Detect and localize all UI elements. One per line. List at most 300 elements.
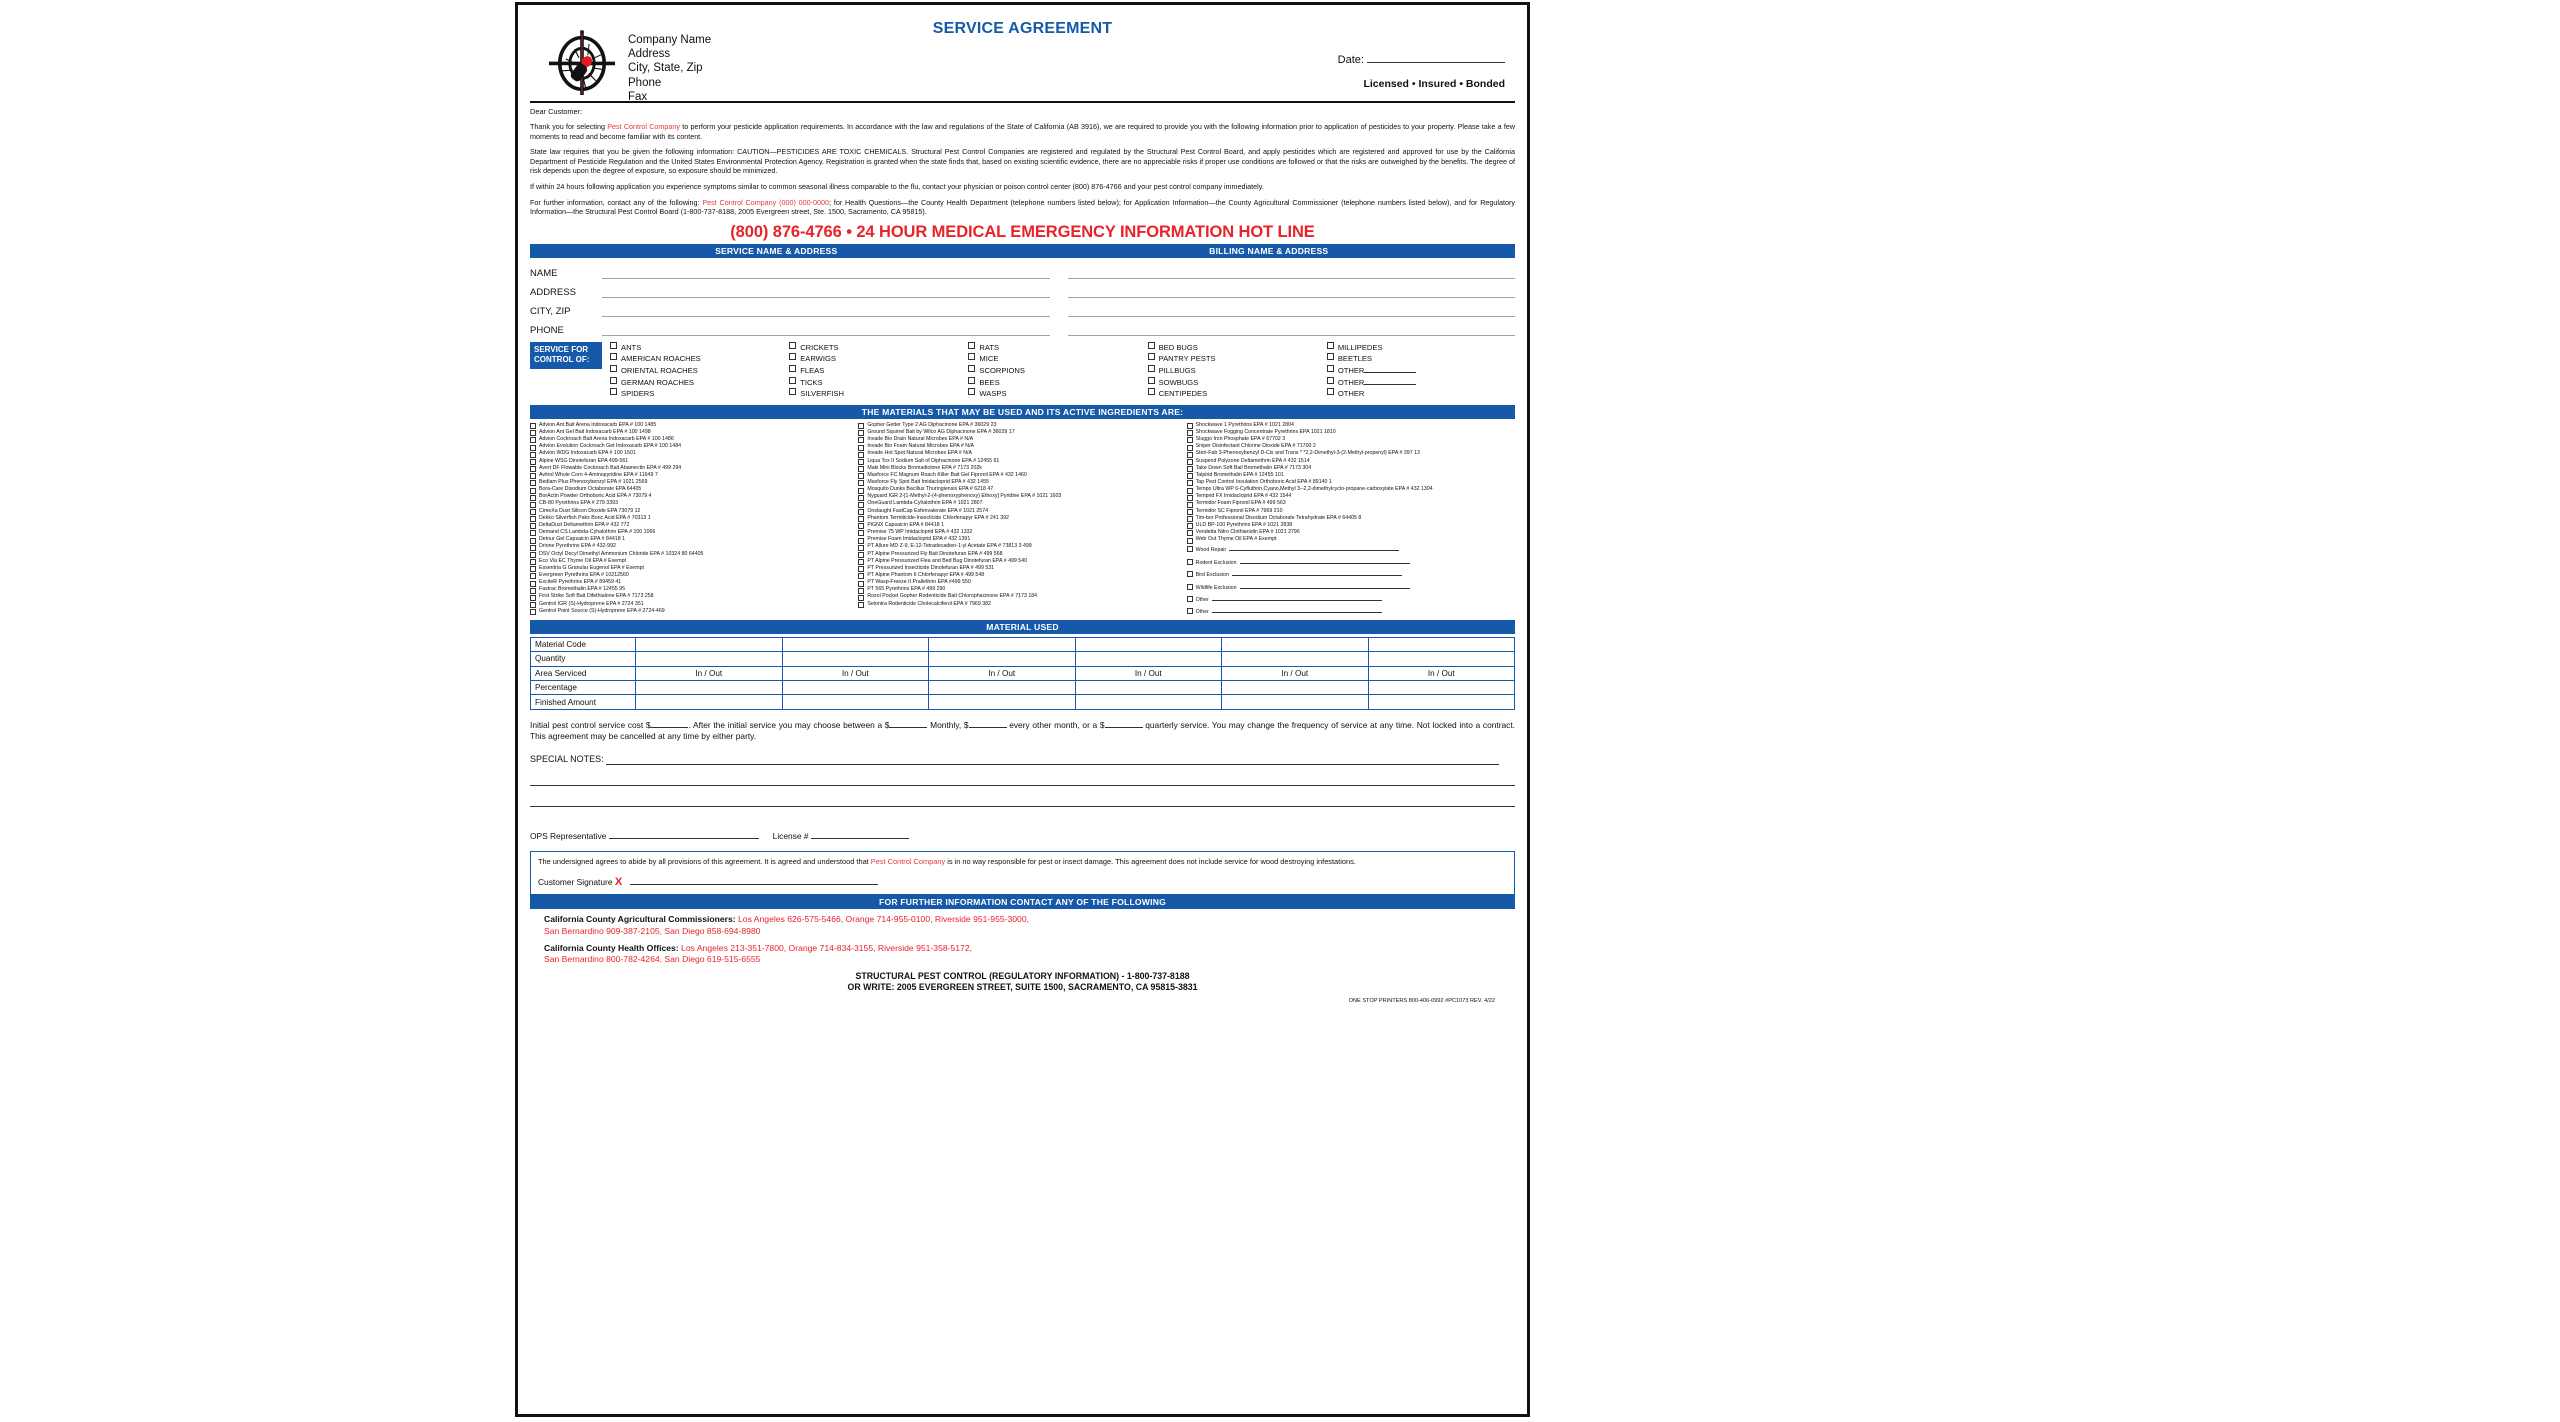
material-checkbox-item[interactable]	[530, 508, 851, 515]
material-used-cell[interactable]	[1075, 680, 1222, 694]
pest-checkbox-item[interactable]	[968, 353, 1147, 365]
material-checkbox-item[interactable]	[858, 422, 1179, 429]
material-checkbox-item[interactable]	[1187, 500, 1508, 507]
material-used-cell[interactable]	[929, 637, 1076, 651]
regulatory-info-block	[544, 971, 1501, 994]
checkbox-icon[interactable]	[1148, 388, 1155, 395]
paragraph-intro	[530, 122, 1515, 141]
company-city-state-zip: City, State, Zip	[628, 62, 703, 75]
pest-checkbox-item[interactable]	[1148, 388, 1327, 400]
pest-label: EARWIGS	[800, 354, 836, 364]
checkbox-icon[interactable]	[789, 388, 796, 395]
pest-checkbox-item[interactable]	[1327, 377, 1515, 389]
material-label: Suspend Polyzone Deltamethrin EPA # 432 1514	[1195, 457, 1310, 464]
material-label: Gopher Getter Type 2 AG Diphacinone EPA # 36029 23	[867, 421, 997, 428]
material-checkbox-item[interactable]	[858, 601, 1179, 608]
material-used-row-label: Quantity	[531, 652, 636, 666]
bimonthly-cost-input[interactable]	[969, 719, 1007, 728]
pest-label: MICE	[979, 354, 999, 364]
material-write-in-input[interactable]	[1240, 556, 1410, 564]
material-checkbox-item[interactable]	[530, 593, 851, 600]
material-checkbox-item[interactable]	[530, 472, 851, 479]
material-label: PT 565 Pyrethrins EPA # 499 290	[867, 586, 946, 593]
material-checkbox-item[interactable]	[858, 536, 1179, 543]
material-label: Advion Cockroach Bait Arena Indoxacarb EPA # 100 1486	[539, 436, 674, 443]
material-write-in-label: Rodent Exclusion	[1195, 559, 1237, 566]
material-checkbox-item[interactable]	[530, 608, 851, 615]
checkbox-icon[interactable]	[1148, 377, 1155, 384]
material-checkbox-item[interactable]	[858, 465, 1179, 472]
material-used-cell[interactable]	[1222, 680, 1369, 694]
field-row-phone	[530, 317, 1515, 336]
material-label: Selontra Rodenticide Cholecalciferol EPA # 7969 382	[867, 600, 991, 607]
billing-name-address-header: BILLING NAME & ADDRESS	[1209, 245, 1329, 256]
material-checkbox-item[interactable]	[530, 558, 851, 565]
p4-pre: For further information, contact any of the following:	[530, 197, 703, 207]
material-checkbox-item[interactable]	[858, 579, 1179, 586]
health-offices-row	[544, 943, 1501, 966]
material-used-cell[interactable]	[1075, 695, 1222, 709]
material-checkbox-item[interactable]	[530, 450, 851, 457]
material-write-in-label: Bird Exclusion	[1195, 572, 1229, 579]
pricing-t1: Initial pest control service cost $	[530, 719, 651, 730]
licensed-insured-bonded: Licensed • Insured • Bonded	[1363, 78, 1505, 90]
material-write-in-input[interactable]	[1229, 543, 1399, 551]
pest-checkbox-item[interactable]	[789, 365, 968, 377]
material-checkbox-item[interactable]	[530, 493, 851, 500]
paragraph-state-law: State law requires that you be given the following information: CAUTION—PESTICIDES ARE TOXIC CHEMICALS. Structural Pest Control Companies are registered and regulated by the Structural Pest Control Board, and apply pesticides which are registered and approved for use by the California Department of Pesticide Regulation and the United States Environmental Protection Agency. Registration is granted when the state finds that, based on existing scientific evidence, there are no appreciable risks if proper use conditions are followed or that the risks are outweighed by the benefits. The degree of risk depends upon the degree of exposure, so exposure should be minimized.	[530, 147, 1515, 176]
pest-label: PANTRY PESTS	[1158, 354, 1216, 364]
customer-signature-label: Customer Signature	[538, 877, 613, 888]
pest-label: ANTS	[621, 342, 642, 352]
pest-checkbox-item[interactable]	[1327, 365, 1515, 377]
license-input[interactable]	[811, 829, 909, 839]
material-label: Invade Hot Spot Natural Microbes EPA # N/A	[867, 450, 972, 457]
material-used-row-label: Area Serviced	[531, 666, 636, 680]
pest-label: OTHER	[1337, 389, 1365, 399]
pest-checkbox-item[interactable]	[1148, 342, 1327, 354]
material-checkbox-item[interactable]	[530, 536, 851, 543]
material-label: Avitrol Whole Corn 4-Aminopyridine EPA # 11649 7	[539, 471, 658, 478]
material-checkbox-item[interactable]	[1187, 422, 1508, 429]
material-checkbox-item[interactable]	[1187, 522, 1508, 529]
special-notes-label: SPECIAL NOTES:	[530, 753, 604, 764]
material-used-cell[interactable]	[636, 637, 783, 651]
material-label: Advion Ant Gel Bait Indoxacarb EPA # 100 1498	[539, 428, 651, 435]
material-checkbox-item[interactable]	[530, 479, 851, 486]
pest-checkbox-item[interactable]	[968, 342, 1147, 354]
pest-label: SCORPIONS	[979, 365, 1025, 375]
checkbox-icon[interactable]	[1327, 353, 1334, 360]
material-label: BorActin Powder Orthoboric Acid EPA # 73079 4	[539, 493, 652, 500]
other-pest-input[interactable]	[1364, 377, 1416, 385]
material-write-in-input[interactable]	[1232, 568, 1402, 576]
checkbox-icon[interactable]	[610, 377, 617, 384]
service-name-input[interactable]	[602, 266, 1050, 279]
date-input-line[interactable]	[1367, 51, 1505, 63]
material-checkbox-item[interactable]	[858, 500, 1179, 507]
material-used-row	[531, 637, 1515, 651]
material-checkbox-item[interactable]	[530, 500, 851, 507]
other-pest-input[interactable]	[1364, 365, 1416, 373]
area-serviced-in-out-cell[interactable]: In / Out	[1368, 666, 1515, 680]
material-checkbox-item[interactable]	[858, 479, 1179, 486]
material-checkbox-item[interactable]	[1187, 436, 1508, 443]
pest-label: BEES	[979, 377, 1000, 387]
material-label: Liqua Tox II Sodium Salt of Diphacinone EPA # 12455 61	[867, 457, 1000, 464]
checkbox-icon[interactable]	[1327, 342, 1334, 349]
checkbox-icon[interactable]	[610, 388, 617, 395]
checkbox-icon[interactable]	[1187, 571, 1193, 577]
material-used-cell[interactable]	[782, 637, 929, 651]
material-used-cell[interactable]	[1368, 695, 1515, 709]
pest-checkbox-item[interactable]	[1148, 353, 1327, 365]
material-checkbox-item[interactable]	[530, 586, 851, 593]
material-checkbox-item[interactable]	[858, 450, 1179, 457]
material-label: Web Out Thyme Oil EPA # Exempt	[1195, 536, 1277, 543]
material-checkbox-item[interactable]	[530, 515, 851, 522]
health-offices-label: California County Health Offices:	[544, 942, 679, 953]
material-checkbox-item[interactable]	[530, 543, 851, 550]
service-for-control-section	[530, 342, 1515, 400]
material-write-in-row[interactable]	[1187, 568, 1508, 580]
material-label: Bora-Care Disodium Octaborate EPA 64405	[539, 486, 642, 493]
checkbox-icon[interactable]	[1327, 388, 1334, 395]
material-checkbox-item[interactable]	[530, 579, 851, 586]
checkbox-icon[interactable]	[1148, 353, 1155, 360]
material-label: Phantom Termiticide-Insecticide Chlorfenapyr EPA # 241 392	[867, 514, 1009, 521]
checkbox-icon[interactable]	[1187, 546, 1193, 552]
material-checkbox-item[interactable]	[530, 529, 851, 536]
material-checkbox-item[interactable]	[530, 551, 851, 558]
material-checkbox-item[interactable]	[858, 586, 1179, 593]
material-label: Gentrol Point Source (S)-Hydroprene EPA # 2724-469	[539, 607, 665, 614]
material-label: Dekko Silverfish Paks Boric Acid EPA # 70313 1	[539, 514, 651, 521]
checkbox-icon[interactable]	[968, 377, 975, 384]
field-row-address	[530, 279, 1515, 298]
pest-checkbox-columns	[602, 342, 1515, 400]
material-checkbox-item[interactable]	[1187, 465, 1508, 472]
checkbox-icon[interactable]	[968, 353, 975, 360]
material-used-cell[interactable]	[1222, 695, 1369, 709]
material-checkbox-item[interactable]	[530, 436, 851, 443]
material-label: Maki Mini Blocks Bromadiolone EPA # 7173 202k	[867, 464, 982, 471]
material-label: Advion Ant Bait Arena Indoxacarb EPA # 100 1485	[539, 421, 657, 428]
regulatory-line-2: OR WRITE: 2005 EVERGREEN STREET, SUITE 1500, SACRAMENTO, CA 95815-3831	[847, 982, 1198, 993]
material-checkbox-item[interactable]	[858, 508, 1179, 515]
material-label: Nyguard IGR 2-[1-Methyl-2-(4-phenoxyphenoxy) Ethoxy] Pyridine EPA # 1021 1603	[867, 493, 1062, 500]
billing-city-zip-input[interactable]	[1068, 304, 1516, 317]
checkbox-icon[interactable]	[1327, 377, 1334, 384]
material-checkbox-item[interactable]	[858, 551, 1179, 558]
special-notes-line-2[interactable]	[530, 769, 1515, 786]
material-checkbox-item[interactable]	[1187, 529, 1508, 536]
material-write-in-input[interactable]	[1212, 605, 1382, 613]
billing-phone-input[interactable]	[1068, 323, 1516, 336]
material-used-cell[interactable]	[1222, 652, 1369, 666]
checkbox-icon[interactable]	[530, 609, 536, 615]
material-label: Take Down Soft Bail Bromethalin EPA # 7173 304	[1195, 464, 1312, 471]
material-checkbox-item[interactable]	[858, 565, 1179, 572]
checkbox-icon[interactable]	[1148, 365, 1155, 372]
footer-contacts	[530, 909, 1515, 1004]
material-used-cell[interactable]	[1222, 637, 1369, 651]
label-city-zip: CITY, ZIP	[530, 305, 571, 317]
material-label: Onslaught FastCap Esfenvalerate EPA # 1021 2574	[867, 507, 989, 514]
special-notes-line-1[interactable]	[606, 752, 1499, 765]
material-checkbox-item[interactable]	[858, 543, 1179, 550]
material-checkbox-item[interactable]	[1187, 458, 1508, 465]
material-write-in-input[interactable]	[1240, 581, 1410, 589]
material-used-cell[interactable]	[929, 695, 1076, 709]
p4-company-phone: Pest Control Company (000) 000-0000	[702, 197, 830, 207]
service-phone-input[interactable]	[602, 323, 1050, 336]
checkbox-icon[interactable]	[1187, 608, 1193, 614]
material-used-cell[interactable]	[782, 652, 929, 666]
material-checkbox-item[interactable]	[1187, 443, 1508, 450]
special-notes-section	[530, 752, 1515, 807]
material-checkbox-item[interactable]	[858, 572, 1179, 579]
material-label: Demand CS Lambda-Cyhalothrin EPA # 100 1066	[539, 529, 656, 536]
pest-label: ORIENTAL ROACHES	[621, 365, 698, 375]
material-checkbox-item[interactable]	[530, 565, 851, 572]
pricing-t2: . After the initial service you may choose between a $	[688, 719, 890, 730]
material-checkbox-item[interactable]	[858, 493, 1179, 500]
material-checkbox-item[interactable]	[858, 515, 1179, 522]
company-fax: Fax	[628, 90, 648, 103]
material-checkbox-item[interactable]	[858, 558, 1179, 565]
material-label: Premise Foam Imidacloprid EPA # 432 1391	[867, 536, 971, 543]
material-write-in-input[interactable]	[1212, 593, 1382, 601]
paragraph-symptoms: If within 24 hours following application you experience symptoms similar to common seasonal illness comparable to the flu, contact your physician or poison control center (800) 876-4766 and your pest control company immediately.	[530, 181, 1264, 191]
pest-checkbox-item[interactable]	[1327, 353, 1515, 365]
p1-pre: Thank you for selecting	[530, 122, 608, 131]
material-label: Talpirid Bromethalin EPA # 12455 101	[1195, 471, 1284, 478]
area-serviced-in-out-cell[interactable]: In / Out	[929, 666, 1076, 680]
pest-checkbox-item[interactable]	[610, 353, 789, 365]
material-label: Bedlam Plus Phenoxybenzyl EPA # 1021 2569	[539, 478, 648, 485]
pest-checkbox-item[interactable]	[610, 377, 789, 389]
material-write-in-label: Wildlife Exclusion	[1195, 584, 1237, 591]
checkbox-icon[interactable]	[968, 388, 975, 395]
checkbox-icon[interactable]	[610, 365, 617, 372]
material-write-in-row[interactable]	[1187, 543, 1508, 555]
material-write-in-row[interactable]	[1187, 605, 1508, 617]
material-checkbox-item[interactable]	[530, 572, 851, 579]
material-checkbox-item[interactable]	[858, 529, 1179, 536]
material-checkbox-item[interactable]	[530, 601, 851, 608]
pest-checkbox-item[interactable]	[789, 353, 968, 365]
material-label: Drione Pyrethrins EPA # 432-992	[539, 543, 616, 550]
checkbox-icon[interactable]	[968, 342, 975, 349]
pest-label: OTHER	[1337, 365, 1365, 375]
material-label: ULD BP-100 Pyrethrins EPA # 1021 2838	[1195, 521, 1293, 528]
pest-checkbox-item[interactable]	[1327, 342, 1515, 354]
billing-name-input[interactable]	[1068, 266, 1516, 279]
material-checkbox-item[interactable]	[530, 429, 851, 436]
material-label: Termidor Foam Fipronil EPA # 499 563	[1195, 500, 1286, 507]
pest-checkbox-item[interactable]	[1148, 377, 1327, 389]
checkbox-icon[interactable]	[858, 602, 864, 608]
material-checkbox-item[interactable]	[1187, 472, 1508, 479]
pest-checkbox-item[interactable]	[610, 365, 789, 377]
billing-address-input[interactable]	[1068, 285, 1516, 298]
checkbox-icon[interactable]	[1187, 559, 1193, 565]
checkbox-icon[interactable]	[1187, 584, 1193, 590]
material-used-cell[interactable]	[1368, 637, 1515, 651]
pest-checkbox-item[interactable]	[1148, 365, 1327, 377]
date-field[interactable]	[1338, 51, 1505, 66]
material-checkbox-item[interactable]	[858, 458, 1179, 465]
material-write-in-label: Other	[1195, 597, 1209, 603]
tag-line-2: CONTROL OF:	[534, 355, 590, 365]
material-checkbox-item[interactable]	[1187, 486, 1508, 493]
pest-checkbox-item[interactable]	[610, 342, 789, 354]
material-checkbox-item[interactable]	[1187, 515, 1508, 522]
material-used-cell[interactable]	[636, 652, 783, 666]
material-used-cell[interactable]	[929, 652, 1076, 666]
material-checkbox-item[interactable]	[1187, 493, 1508, 500]
material-checkbox-item[interactable]	[530, 443, 851, 450]
material-checkbox-item[interactable]	[1187, 508, 1508, 515]
pest-checkbox-item[interactable]	[789, 388, 968, 400]
signature-x-mark: X	[614, 876, 623, 889]
material-label: PT Alpine Pressurized Flea and Bed Bug Dinotefuran EPA # 499 540	[867, 557, 1028, 564]
agreement-pre: The undersigned agrees to abide by all provisions of this agreement. It is agreed and understood that	[538, 856, 871, 866]
material-checkbox-item[interactable]	[1187, 479, 1508, 486]
label-address: ADDRESS	[530, 286, 576, 298]
material-used-cell[interactable]	[1368, 652, 1515, 666]
material-checkbox-item[interactable]	[1187, 536, 1508, 543]
material-label: Alpine WSG Dinotefuran EPA 499-561	[539, 457, 629, 464]
pest-checkbox-item[interactable]	[968, 388, 1147, 400]
service-name-address-header: SERVICE NAME & ADDRESS	[715, 245, 838, 256]
material-used-cell[interactable]	[636, 680, 783, 694]
material-checkbox-item[interactable]	[530, 458, 851, 465]
material-checkbox-item[interactable]	[858, 522, 1179, 529]
pest-checkbox-item[interactable]	[610, 388, 789, 400]
material-checkbox-item[interactable]	[858, 436, 1179, 443]
pest-label: MILLIPEDES	[1337, 342, 1383, 352]
service-city-zip-input[interactable]	[602, 304, 1050, 317]
agreement-text	[538, 857, 1507, 867]
material-used-header-bar: MATERIAL USED	[530, 620, 1515, 634]
salutation: Dear Customer:	[530, 107, 583, 116]
pest-label: FLEAS	[800, 365, 825, 375]
service-agreement-page	[515, 2, 1530, 1417]
checkbox-icon[interactable]	[789, 377, 796, 384]
material-checkbox-item[interactable]	[858, 593, 1179, 600]
material-label: Maxforce Fly Spot Bait Imidacloprid EPA # 432 1455	[867, 478, 989, 485]
company-address: Address	[628, 48, 671, 61]
material-label: OneGuard Lambda-Cyhalothrin EPA # 1021 2807	[867, 500, 983, 507]
ops-rep-input[interactable]	[609, 829, 759, 839]
area-serviced-in-out-cell[interactable]: In / Out	[782, 666, 929, 680]
area-serviced-in-out-cell[interactable]: In / Out	[636, 666, 783, 680]
pest-column-4	[1148, 342, 1327, 400]
field-row-name	[530, 260, 1515, 279]
regulatory-line-1: STRUCTURAL PEST CONTROL (REGULATORY INFORMATION) - 1-800-737-8188	[855, 970, 1190, 981]
material-label: Eco Via EC Thyme Oil EPA # Exempt	[539, 557, 626, 564]
pest-label: BEETLES	[1337, 354, 1372, 364]
material-label: PT Wasp-Freeze II Prallethrin EPA #499 550	[867, 579, 971, 586]
health-offices-line2: San Bernardino 800-782-4264, San Diego 619-515-6555	[544, 954, 761, 965]
ag-commissioners-line2: San Bernardino 909-387-2105, San Diego 858-694-8980	[544, 925, 761, 936]
material-write-in-row[interactable]	[1187, 593, 1508, 605]
quarterly-cost-input[interactable]	[1105, 719, 1143, 728]
agreement-post: is in no way responsible for pest or insect damage. This agreement does not include service for wood destroying infestations.	[945, 856, 1356, 866]
material-checkbox-item[interactable]	[858, 472, 1179, 479]
pest-label: AMERICAN ROACHES	[621, 354, 701, 364]
material-checkbox-item[interactable]	[530, 422, 851, 429]
checkbox-icon[interactable]	[1327, 365, 1334, 372]
material-label: Advion Evolution Cockroach Get Indoxacarb EPA # 100 1484	[539, 443, 682, 450]
material-write-in-row[interactable]	[1187, 556, 1508, 568]
special-notes-line-3[interactable]	[530, 790, 1515, 807]
ag-commissioners-row	[544, 914, 1501, 937]
material-label: Shockwave 1 Pyrethrins EPA # 1021 2804	[1195, 421, 1294, 428]
pest-checkbox-item[interactable]	[1327, 388, 1515, 400]
material-checkbox-item[interactable]	[858, 429, 1179, 436]
monthly-cost-input[interactable]	[889, 719, 927, 728]
material-used-cell[interactable]	[636, 695, 783, 709]
material-used-cell[interactable]	[1368, 680, 1515, 694]
checkbox-icon[interactable]	[610, 353, 617, 360]
service-address-input[interactable]	[602, 285, 1050, 298]
material-label: Essentria G Granular Eugenol EPA # Exempt	[539, 564, 644, 571]
emergency-hotline-banner: (800) 876-4766 • 24 HOUR MEDICAL EMERGENCY INFORMATION HOT LINE	[730, 222, 1315, 241]
checkbox-icon[interactable]	[1148, 342, 1155, 349]
material-used-cell[interactable]	[782, 680, 929, 694]
date-label: Date:	[1337, 54, 1364, 66]
area-serviced-in-out-cell[interactable]: In / Out	[1222, 666, 1369, 680]
pest-checkbox-item[interactable]	[789, 342, 968, 354]
material-write-in-row[interactable]	[1187, 581, 1508, 593]
checkbox-icon[interactable]	[1187, 596, 1193, 602]
material-checkbox-item[interactable]	[1187, 429, 1508, 436]
material-checkbox-item[interactable]	[530, 465, 851, 472]
material-used-cell[interactable]	[1075, 652, 1222, 666]
pest-label: CRICKETS	[800, 342, 839, 352]
customer-signature-input[interactable]	[630, 874, 878, 885]
health-offices-line1: Los Angeles 213-351-7800, Orange 714-834-3155, Riverside 951-358-5172,	[678, 942, 973, 953]
pest-checkbox-item[interactable]	[968, 377, 1147, 389]
area-serviced-in-out-cell[interactable]: In / Out	[1075, 666, 1222, 680]
material-checkbox-item[interactable]	[858, 486, 1179, 493]
pest-checkbox-item[interactable]	[968, 365, 1147, 377]
company-name: Company Name	[628, 34, 712, 46]
checkbox-icon[interactable]	[610, 342, 617, 349]
material-label: Ground Squirrel Bait by Wilco AG Diphacinone EPA # 36029 17	[867, 428, 1015, 435]
printer-credit: ONE STOP PRINTERS 800-406-0992 #PC1073 REV. 4/22	[1348, 997, 1495, 1004]
checkbox-icon[interactable]	[789, 342, 796, 349]
material-used-cell[interactable]	[782, 695, 929, 709]
checkbox-icon[interactable]	[968, 365, 975, 372]
material-checkbox-item[interactable]	[530, 522, 851, 529]
checkbox-icon[interactable]	[789, 365, 796, 372]
material-checkbox-item[interactable]	[1187, 450, 1508, 457]
materials-columns	[530, 419, 1515, 620]
material-used-cell[interactable]	[1075, 637, 1222, 651]
checkbox-icon[interactable]	[789, 353, 796, 360]
pest-checkbox-item[interactable]	[789, 377, 968, 389]
materials-column-1	[530, 422, 858, 618]
initial-cost-input[interactable]	[650, 719, 688, 728]
material-used-cell[interactable]	[929, 680, 1076, 694]
p1-company-name: Pest Control Company	[607, 122, 681, 131]
material-checkbox-item[interactable]	[530, 486, 851, 493]
material-checkbox-item[interactable]	[858, 443, 1179, 450]
